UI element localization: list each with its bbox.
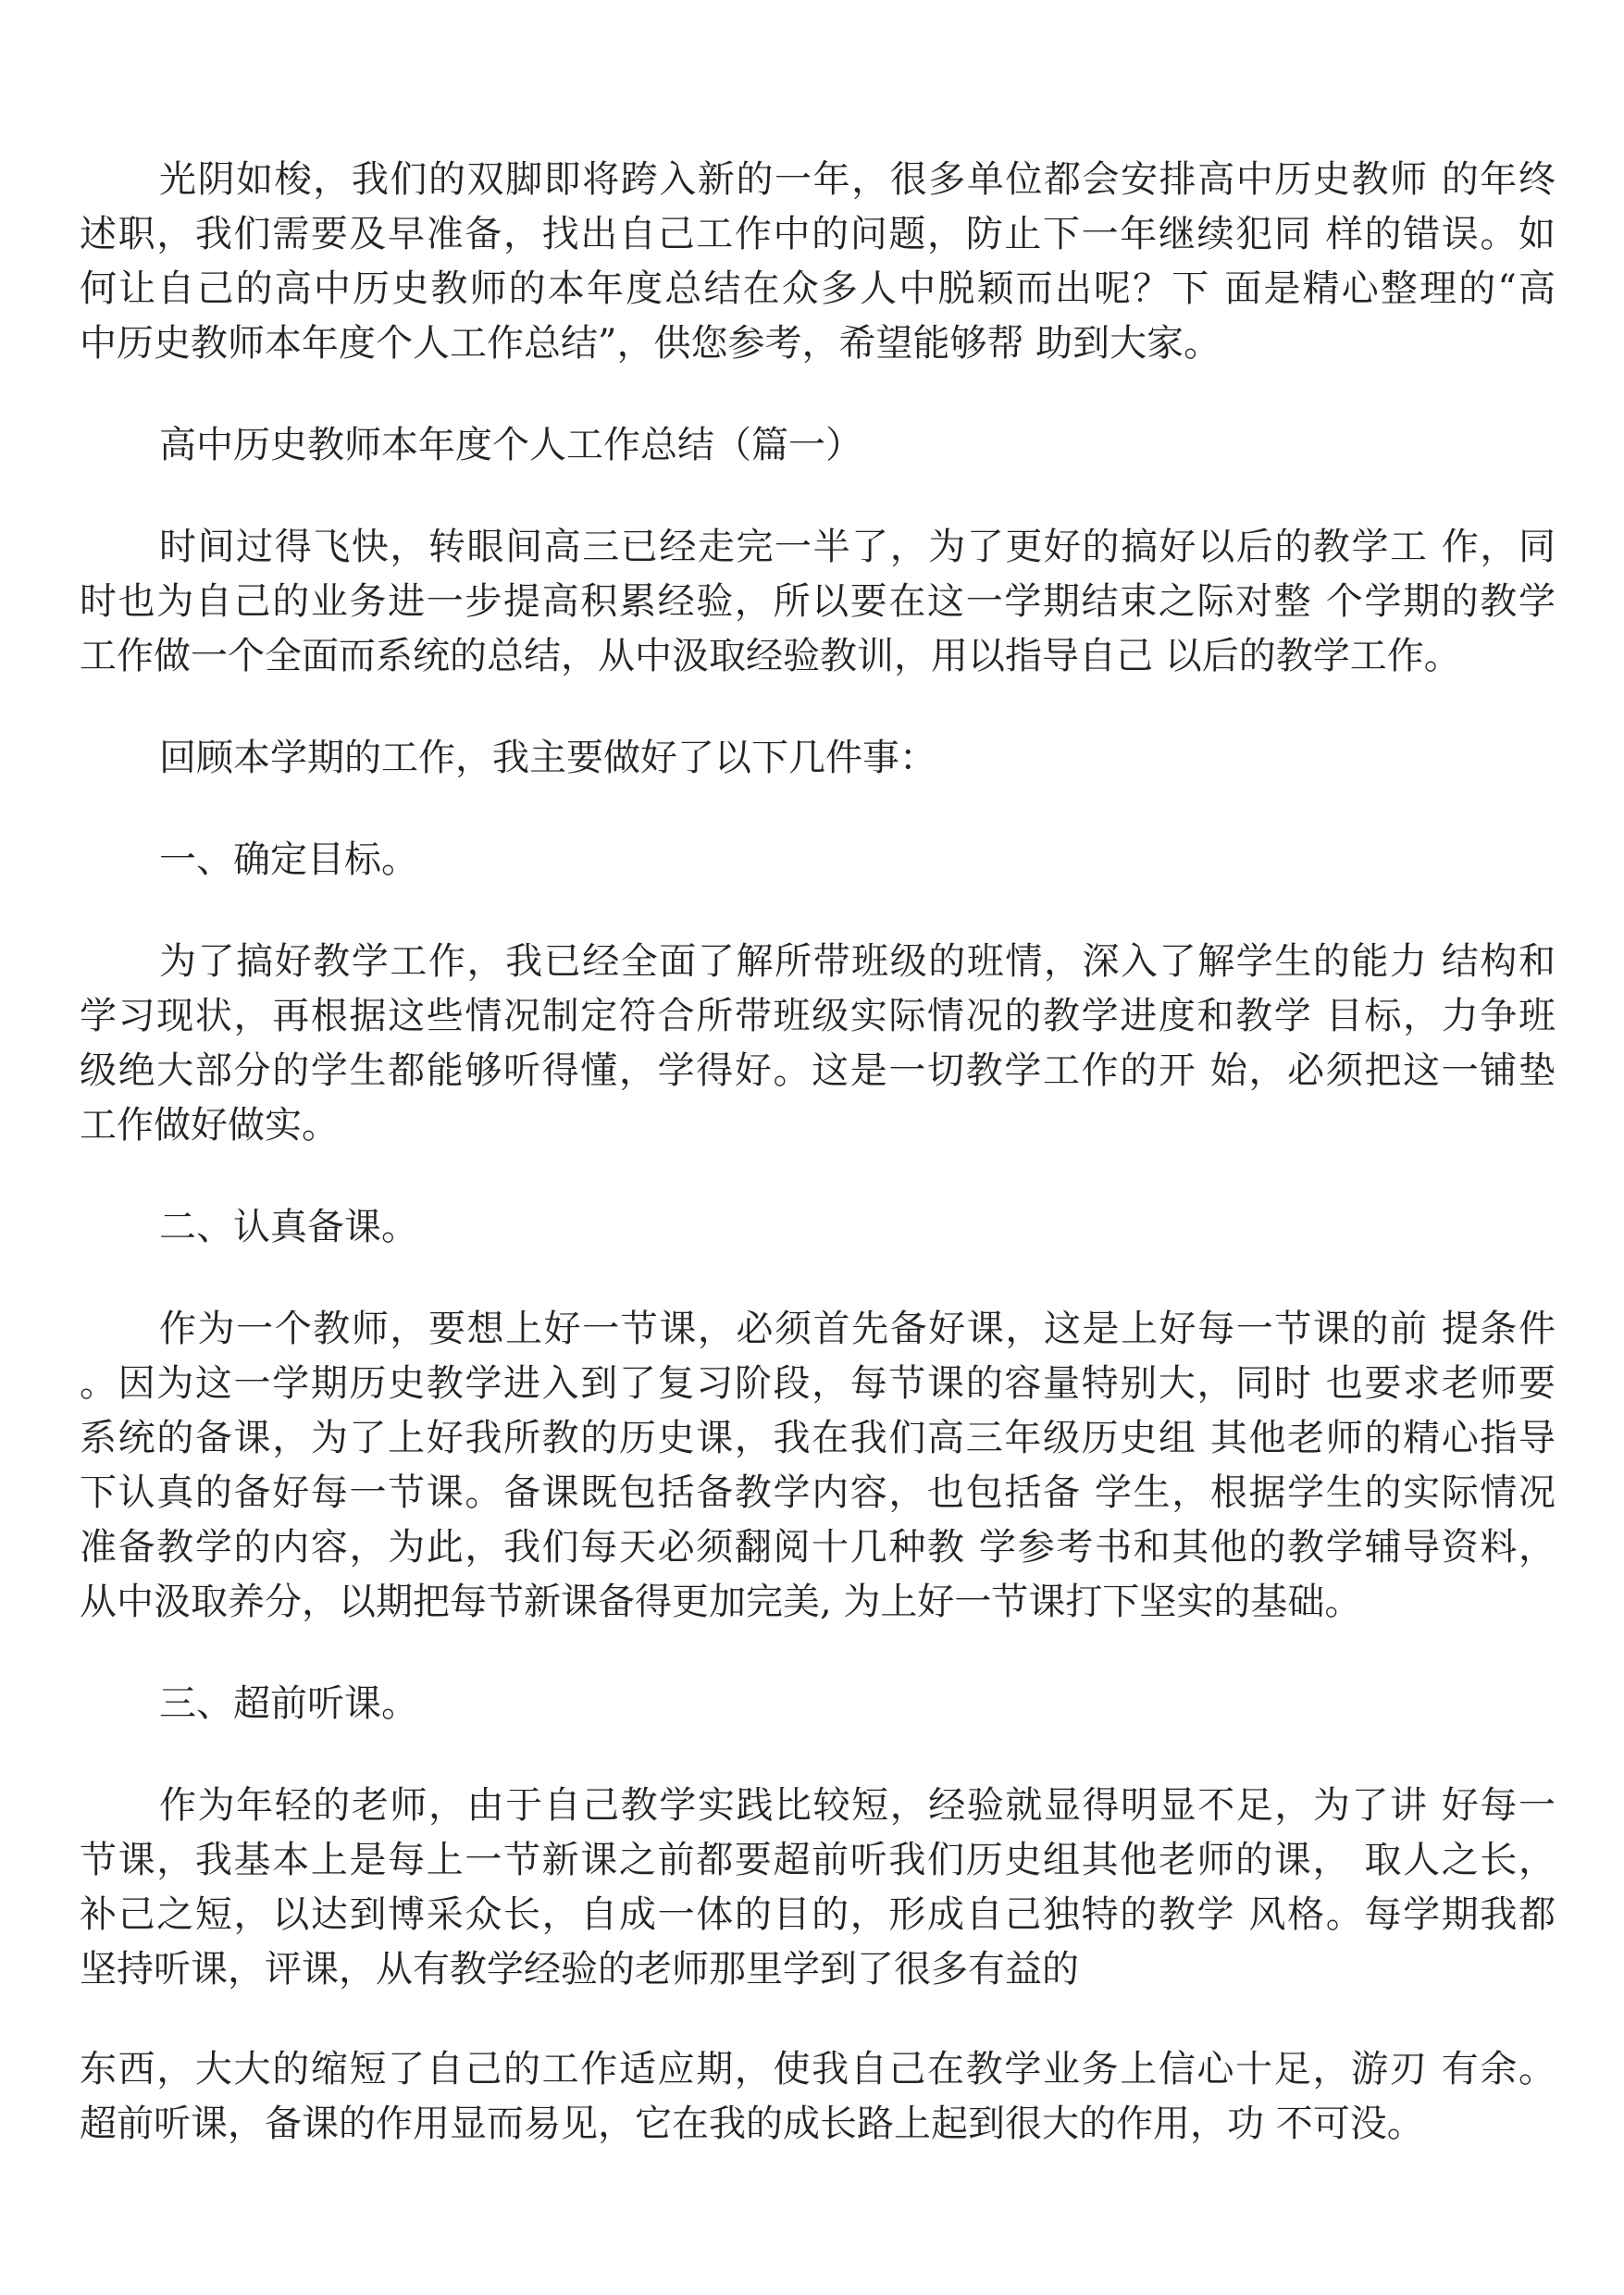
text-line: 。因为这一学期历史教学进入到了复习阶段，每节课的容量特别大，同时 也要求老师要: [80, 1362, 1556, 1405]
text-line: 超前听课，备课的作用显而易见，它在我的成长路上起到很大的作用，功 不可没。: [80, 2103, 1424, 2145]
body-paragraph: [80, 520, 1556, 684]
intro-paragraph: [80, 153, 1556, 371]
text-line: 一、确定目标。: [159, 838, 418, 881]
subheading: [80, 833, 1556, 887]
text-line: 节课，我基本上是每上一节新课之前都要超前听我们历史组其他老师的课， 取人之长，: [80, 1839, 1556, 1881]
text-line: 东西，大大的缩短了自己的工作适应期，使我自己在教学业务上信心十足，游刃 有余。: [80, 2048, 1556, 2090]
text-line: 工作做一个全面而系统的总结，从中汲取经验教训，用以指导自己 以后的教学工作。: [80, 635, 1461, 677]
text-line: 回顾本学期的工作，我主要做好了以下几件事：: [159, 737, 936, 779]
text-line: 作为一个教师，要想上好一节课，必须首先备好课，这是上好每一节课的前 提条件: [159, 1308, 1556, 1350]
text-line: 作为年轻的老师，由于自己教学实践比较短，经验就显得明显不足，为了讲 好每一: [159, 1784, 1556, 1827]
body-paragraph: [80, 1779, 1556, 1997]
text-line: 准备教学的内容，为此，我们每天必须翻阅十几种教 学参考书和其他的教学辅导资料，: [80, 1526, 1556, 1569]
text-line: 坚持听课，评课，从有教学经验的老师那里学到了很多有益的: [80, 1948, 1079, 1991]
text-line: 系统的备课，为了上好我所教的历史课，我在我们高三年级历史组 其他老师的精心指导: [80, 1417, 1556, 1459]
text-line: 中历史教师本年度个人工作总结”，供您参考，希望能够帮 助到大家。: [80, 322, 1221, 365]
text-line: 工作做好做实。: [80, 1104, 339, 1147]
text-line: 从中汲取养分，以期把每节新课备得更加完美, 为上好一节课打下坚实的基础。: [80, 1581, 1362, 1623]
text-line: 补己之短，以达到博采众长，自成一体的目的，形成自己独特的教学 风格。每学期我都: [80, 1893, 1556, 1936]
subheading: [80, 1677, 1556, 1731]
text-line: 述职，我们需要及早准备，找出自己工作中的问题，防止下一年继续犯同 样的错误。如: [80, 213, 1556, 255]
text-line: 高中历史教师本年度个人工作总结（篇一）: [159, 424, 862, 466]
text-line: 光阴如梭，我们的双脚即将跨入新的一年，很多单位都会安排高中历史教师 的年终: [159, 158, 1556, 201]
body-paragraph: [80, 2042, 1556, 2152]
text-line: 时也为自己的业务进一步提高积累经验，所以要在这一学期结束之际对整 个学期的教学: [80, 580, 1556, 623]
section-title: [80, 418, 1556, 473]
text-line: 学习现状，再根据这些情况制定符合所带班级实际情况的教学进度和教学 目标，力争班: [80, 995, 1556, 1037]
text-line: 级绝大部分的学生都能够听得懂，学得好。这是一切教学工作的开 始，必须把这一铺垫: [80, 1049, 1556, 1092]
text-line: 时间过得飞快，转眼间高三已经走完一半了，为了更好的搞好以后的教学工 作，同: [159, 526, 1556, 568]
text-line: 二、认真备课。: [159, 1206, 418, 1248]
text-line: 为了搞好教学工作，我已经全面了解所带班级的班情，深入了解学生的能力 结构和: [159, 940, 1556, 983]
body-paragraph: [80, 935, 1556, 1153]
text-line: 下认真的备好每一节课。备课既包括备教学内容，也包括备 学生，根据学生的实际情况: [80, 1471, 1556, 1514]
document-body: [80, 153, 1556, 2199]
text-line: 三、超前听课。: [159, 1682, 418, 1725]
body-paragraph: [80, 1302, 1556, 1630]
text-line: 何让自己的高中历史教师的本年度总结在众多人中脱颖而出呢？下 面是精心整理的“高: [80, 267, 1556, 310]
subheading: [80, 1200, 1556, 1255]
body-paragraph: [80, 731, 1556, 786]
